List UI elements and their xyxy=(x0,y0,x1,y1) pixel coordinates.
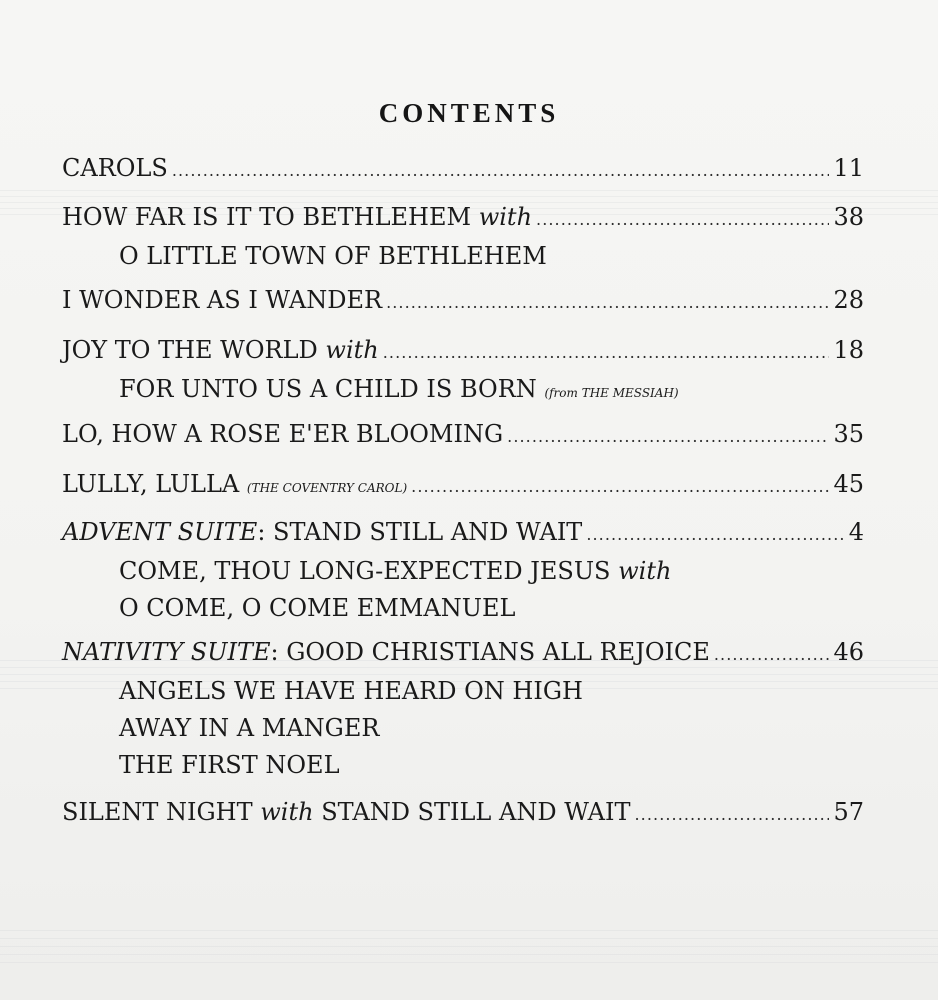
toc-entry-i-wonder xyxy=(62,282,864,321)
dot-leader xyxy=(536,199,829,238)
entry-connector: with xyxy=(618,557,672,585)
toc-entry-lo-how-a-rose xyxy=(62,416,864,455)
dot-leader xyxy=(507,416,829,455)
dot-leader xyxy=(635,794,830,833)
dot-leader xyxy=(172,150,830,189)
entry-title: : GOOD CHRISTIANS ALL REJOICE xyxy=(270,638,710,666)
page-number: 4 xyxy=(848,518,864,546)
page-number: 46 xyxy=(833,638,864,666)
toc-entry-lully-lulla xyxy=(62,466,864,506)
entry-title: LO, HOW A ROSE E'ER BLOOMING xyxy=(62,420,504,448)
entry-subtitle: COME, THOU LONG-EXPECTED JESUS xyxy=(119,557,611,585)
suite-name: ADVENT SUITE xyxy=(62,518,258,546)
toc-entry-advent-suite xyxy=(62,514,864,627)
toc-entry-joy-to-the-world xyxy=(62,332,864,412)
dot-leader xyxy=(411,466,829,505)
entry-title: LULLY, LULLA xyxy=(62,470,240,498)
entry-connector: with xyxy=(478,203,533,231)
page-number: 11 xyxy=(833,154,864,182)
page-title: CONTENTS xyxy=(378,98,560,128)
page-number: 38 xyxy=(833,203,864,231)
entry-title: I WONDER AS I WANDER xyxy=(62,286,383,314)
entry-subtitle: THE FIRST NOEL xyxy=(119,751,340,779)
entry-title: HOW FAR IS IT TO BETHLEHEM xyxy=(62,203,472,231)
entry-title: JOY TO THE WORLD xyxy=(62,336,318,364)
dot-leader xyxy=(586,514,844,553)
entry-subtitle: ANGELS WE HAVE HEARD ON HIGH xyxy=(119,677,583,705)
page-number: 45 xyxy=(833,470,864,498)
entry-title: SILENT NIGHT xyxy=(62,798,253,826)
page-number: 28 xyxy=(833,286,864,314)
entry-subtitle: FOR UNTO US A CHILD IS BORN xyxy=(119,375,537,403)
entry-subtitle: O COME, O COME EMMANUEL xyxy=(119,594,516,622)
suite-name: NATIVITY SUITE xyxy=(62,638,271,666)
toc-entry-silent-night xyxy=(62,794,864,833)
entry-title: CAROLS xyxy=(62,154,168,182)
page-number: 35 xyxy=(833,420,864,448)
entry-connector: with xyxy=(260,798,314,826)
entry-title-2: STAND STILL AND WAIT xyxy=(321,798,631,826)
entry-note: (THE COVENTRY CAROL) xyxy=(246,481,408,495)
dot-leader xyxy=(383,332,830,371)
entry-subtitle-note: (from THE MESSIAH) xyxy=(544,386,679,400)
toc-entry-nativity-suite xyxy=(62,634,864,784)
entry-subtitle: O LITTLE TOWN OF BETHLEHEM xyxy=(119,242,547,270)
page-number: 18 xyxy=(833,336,864,364)
dot-leader xyxy=(386,282,829,321)
dot-leader xyxy=(714,634,830,673)
toc-entry-carols xyxy=(62,150,864,189)
toc-entry-how-far xyxy=(62,199,864,275)
entry-subtitle: AWAY IN A MANGER xyxy=(119,714,380,742)
entry-connector: with xyxy=(325,336,379,364)
entry-title: : STAND STILL AND WAIT xyxy=(257,518,583,546)
page-number: 57 xyxy=(833,798,864,826)
